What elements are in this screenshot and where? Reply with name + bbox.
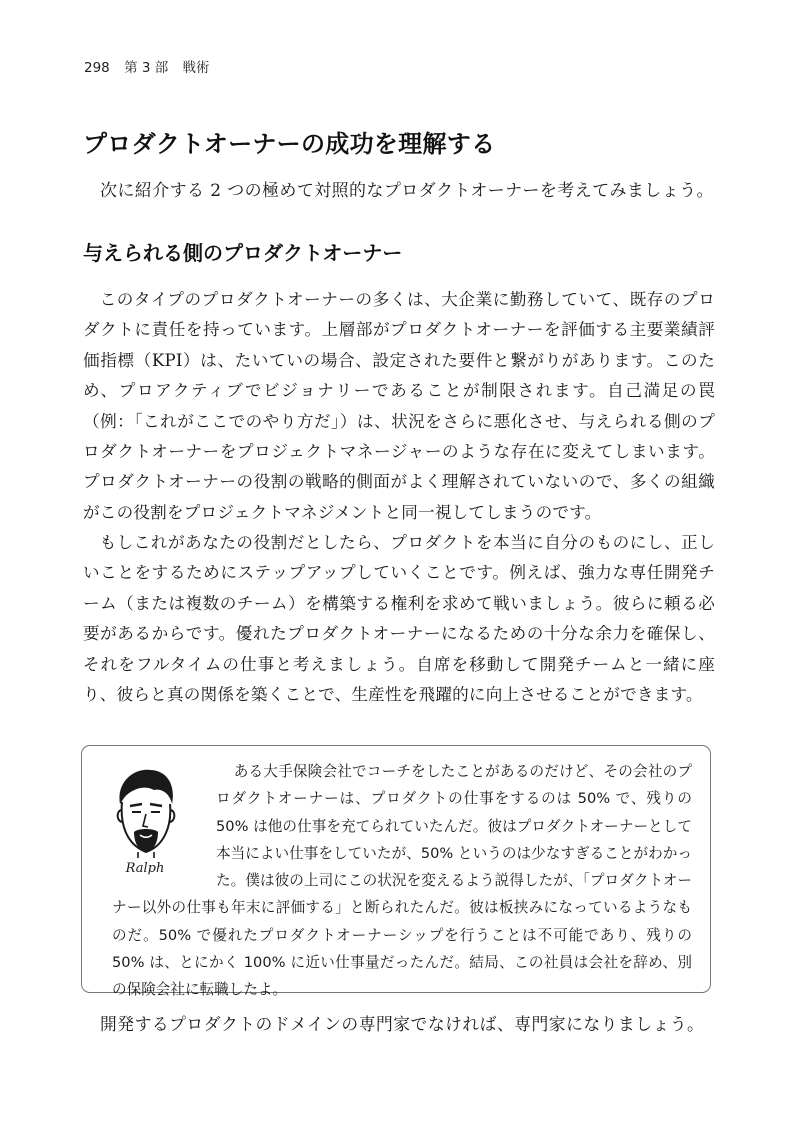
part-title: 戦術 xyxy=(182,60,210,76)
callout-text-block xyxy=(112,758,692,1004)
part-label: 第 3 部 xyxy=(124,60,169,76)
section-title: プロダクトオーナーの成功を理解する xyxy=(83,130,496,158)
section-intro: 次に紹介する 2 つの極めて対照的なプロダクトオーナーを考えてみましょう。 xyxy=(100,181,714,201)
callout-text: ある大手保険会社でコーチをしたことがあるのだけど、その会社のプロダクトオーナーは、プロダクトの仕事をするのは 50% で、残りの 50% は他の仕事を充てられていたんだ。彼はプロダクトオーナーとして本当によい仕事をしていたが、50% というのは少なすぎることがわかった。僕は彼の上司にこの状況を変えるよう説得したが、「プロダクトオーナー以外の仕事も年末に評価する」と断られたんだ。彼は板挟みになっているようなものだ。50% で優れたプロダクトオーナーシップを行うことは不可能であり、残りの 50% は、とにかく 100% に近い仕事量だったんだ。結局、この社員は会社を辞め、別の保険会社に転職したよ。 xyxy=(112,763,692,999)
portrait-signature: Ralph xyxy=(125,861,165,876)
page-number: 298 xyxy=(84,60,110,76)
closing-sentence: 開発するプロダクトのドメインの専門家でなければ、専門家になりましょう。 xyxy=(100,1014,705,1034)
subsection-title: 与えられる側のプロダクトオーナー xyxy=(83,241,403,265)
coach-callout-box xyxy=(81,745,711,999)
body-paragraph-1: このタイプのプロダクトオーナーの多くは、大企業に勤務していて、既存のプロダクトに責任を持っています。上層部がプロダクトオーナーを評価する主要業績評価指標（KPI）は、たいていの場合、設定された要件と繋がりがあります。このため、プロアクティブでビジョナリーであることが制限されます。自己満足の罠（例：「これがここでのやり方だ」）は、状況をさらに悪化させ、与えられる側のプロダクトオーナーをプロジェクトマネージャーのような存在に変えてしまいます。プロダクトオーナーの役割の戦略的側面がよく理解されていないので、多くの組織がこの役割をプロジェクトマネジメントと同一視してしまうのです。 xyxy=(83,290,715,522)
running-head xyxy=(84,56,220,76)
body-paragraph-2: もしこれがあなたの役割だとしたら、プロダクトを本当に自分のものにし、正しいことをするためにステップアップしていくことです。例えば、強力な専任開発チーム（または複数のチーム）を構築する権利を求めて戦いましょう。彼らに頼る必要があるからです。優れたプロダクトオーナーになるための十分な余力を確保し、それをフルタイムの仕事と考えましょう。自席を移動して開発チームと一緒に座り、彼らと真の関係を築くことで、生産性を飛躍的に向上させることができます。 xyxy=(83,533,715,705)
